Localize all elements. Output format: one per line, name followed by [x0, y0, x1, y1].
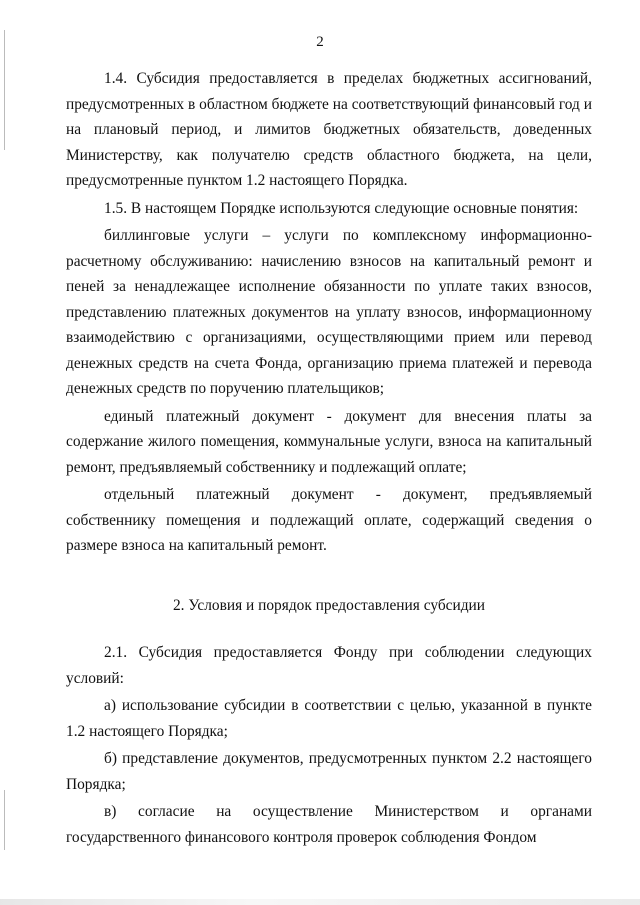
definition-separate-payment-document: отдельный платежный документ - документ, предъявляемый собственнику помещения и подлежащий оплате, содержащий сведения о размере взноса на капитальный ремонт. — [66, 486, 592, 554]
scan-edge-mark — [4, 30, 5, 150]
definition-billing-services: биллинговые услуги – услуги по комплексному информационно-расчетному обслуживанию: начислению взносов на капитальный ремонт и пеней за ненадлежащее исполнение обязанности по уплате таких взносов, представлению платежных документов на уплату взносов, информационному взаимодействию с организациями, осуществляющими прием или перевод денежных средств на счета Фонда, организацию приема платежей и перевода денежных средств по поручению плательщиков; — [66, 227, 592, 397]
spacer — [66, 559, 592, 567]
condition-item-v: в) согласие на осуществление Министерством и органами государственного финансового контроля проверок соблюдения Фондом — [66, 803, 592, 846]
definition-single-payment-document: единый платежный документ - документ для внесения платы за содержание жилого помещения, коммунальные услуги, взноса на капитальный ремонт, предъявляемый собственнику и подлежащий оплате; — [66, 407, 592, 476]
scan-bottom-edge — [0, 899, 640, 905]
page-number: 2 — [316, 34, 324, 50]
paragraph-2-1: 2.1. Субсидия предоставляется Фонду при соблюдении следующих условий: — [66, 644, 592, 687]
document-body — [66, 66, 592, 850]
section-2-heading: 2. Условия и порядок предоставления субсидии — [172, 596, 486, 614]
paragraph-1-4: 1.4. Субсидия предоставляется в пределах бюджетных ассигнований, предусмотренных в областном бюджете на соответствующий финансовый год и на плановый период, и лимитов бюджетных обязательств, доведенных Министерству, как получателю средств областного бюджета, на цели, предусмотренные пунктом 1.2 настоящего Порядка. — [66, 70, 592, 189]
scan-edge-mark — [4, 790, 5, 850]
condition-item-b: б) представление документов, предусмотренных пунктом 2.2 настоящего Порядка; — [66, 750, 592, 793]
paragraph-1-5: 1.5. В настоящем Порядке используются следующие основные понятия: — [104, 199, 579, 217]
condition-item-a: а) использование субсидии в соответствии с целью, указанной в пункте 1.2 настоящего Порядка; — [66, 697, 592, 740]
